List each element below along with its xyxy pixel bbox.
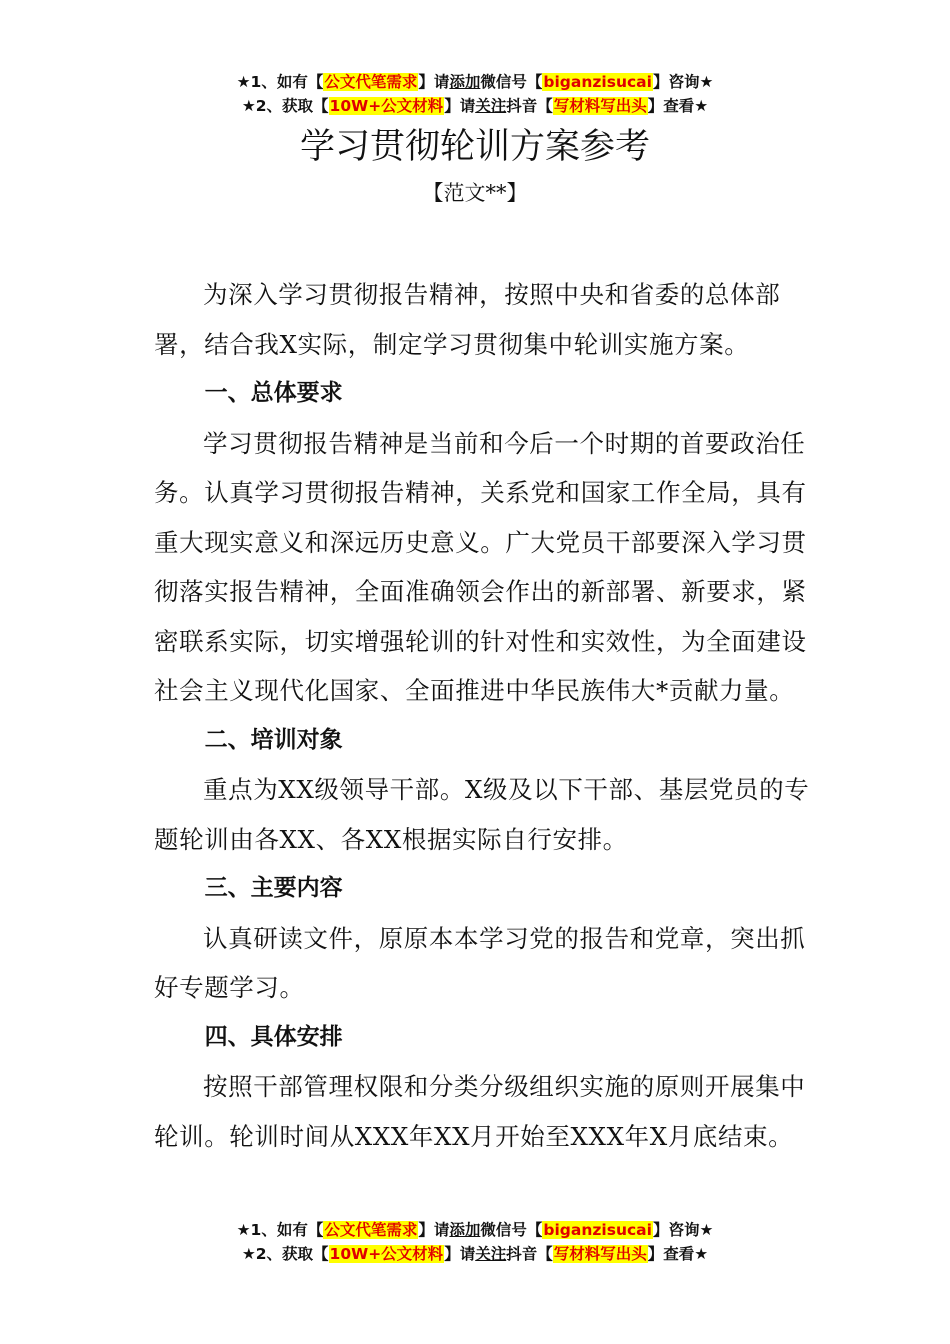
promo-text: 】咨询★ [652, 1221, 714, 1239]
document-body [154, 270, 810, 1161]
section-heading-3: 三、主要内容 [204, 875, 343, 901]
section-body-1: 学习贯彻报告精神是当前和今后一个时期的首要政治任务。认真学习贯彻报告精神，关系党和国家工作全局，具有重大现实意义和深远历史意义。广大党员干部要深入学习贯彻落实报告精神，全面准确领会作出的新部署、新要求，紧密联系实际，切实增强轮训的针对性和实效性，为全面建设社会主义现代化国家、全面推进中华民族伟大*贡献力量。 [154, 428, 807, 705]
promo-text: 抖音【 [506, 97, 553, 115]
promo-text: 】查看★ [647, 1245, 709, 1263]
promo-highlight: 写材料写出头 [553, 1245, 647, 1263]
promo-text: 】请 [418, 73, 450, 91]
promo-text: 】请 [444, 1245, 476, 1263]
promo-text: ★2、获取【 [241, 97, 329, 115]
promo-text: 抖音【 [506, 1245, 553, 1263]
promo-line-1 [0, 1218, 950, 1242]
promo-text: 微信号【 [480, 1221, 543, 1239]
promo-text: 】查看★ [647, 97, 709, 115]
promo-line-2 [0, 1242, 950, 1266]
promo-text: 微信号【 [480, 73, 543, 91]
promo-banner-bottom [0, 1218, 950, 1266]
promo-highlight: biganzisucai [543, 1221, 652, 1239]
promo-banner-top [0, 70, 950, 118]
section-heading-4: 四、具体安排 [204, 1023, 343, 1050]
promo-highlight: 公文代笔需求 [324, 73, 418, 91]
promo-highlight: 写材料写出头 [553, 97, 647, 115]
promo-text: 】请 [444, 97, 476, 115]
section-body-3: 认真研读文件，原原本本学习党的报告和党章，突出抓好专题学习。 [154, 923, 806, 1002]
promo-highlight: 10W+公文材料 [329, 97, 444, 115]
promo-line-1 [0, 70, 950, 94]
promo-underline: 添加 [449, 1221, 481, 1239]
promo-text: ★2、获取【 [241, 1245, 329, 1263]
section-body-4: 按照干部管理权限和分类分级组织实施的原则开展集中轮训。轮训时间从XXX年XX月开始至XXX年X月底结束。 [154, 1072, 806, 1151]
promo-highlight: 10W+公文材料 [329, 1245, 444, 1263]
section-heading-2: 二、培训对象 [204, 726, 343, 753]
promo-underline: 关注 [475, 1245, 507, 1263]
section-heading-1: 一、总体要求 [204, 380, 343, 406]
document-subtitle: 【范文**】 [422, 181, 528, 205]
promo-line-2 [0, 94, 950, 118]
intro-paragraph: 为深入学习贯彻报告精神，按照中央和省委的总体部署，结合我X实际，制定学习贯彻集中轮训实施方案。 [154, 280, 781, 359]
section-body-2: 重点为XX级领导干部。X级及以下干部、基层党员的专题轮训由各XX、各XX根据实际自行安排。 [154, 775, 810, 854]
promo-text: ★1、如有【 [236, 73, 324, 91]
promo-highlight: biganzisucai [543, 73, 652, 91]
promo-text: ★1、如有【 [236, 1221, 324, 1239]
promo-text: 】咨询★ [652, 73, 714, 91]
promo-underline: 添加 [449, 73, 481, 91]
document-title: 学习贯彻轮训方案参考 [299, 127, 650, 167]
promo-highlight: 公文代笔需求 [324, 1221, 418, 1239]
promo-text: 】请 [418, 1221, 450, 1239]
promo-underline: 关注 [475, 97, 507, 115]
